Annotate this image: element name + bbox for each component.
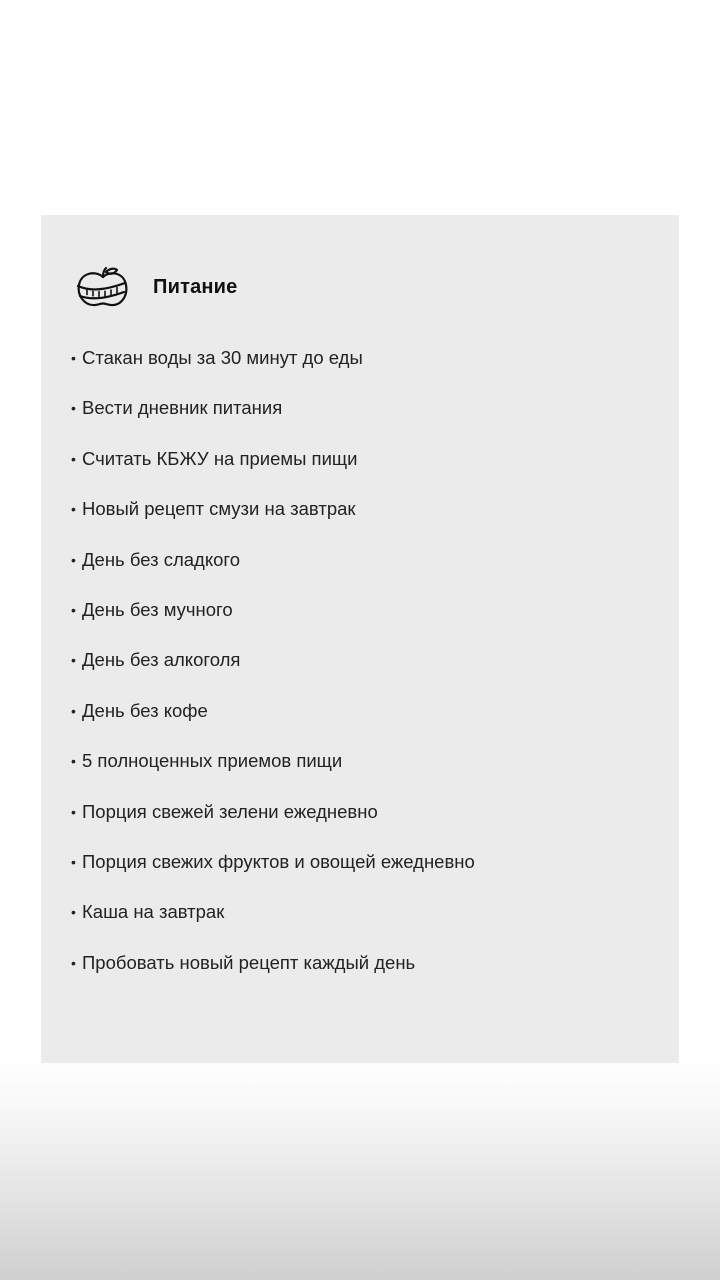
list-item xyxy=(71,443,475,493)
list-item-text: Порция свежих фруктов и овощей ежедневно xyxy=(82,850,475,872)
list-item xyxy=(71,695,475,745)
list-item-text: Считать КБЖУ на приемы пищи xyxy=(82,447,358,469)
bullet: • xyxy=(71,853,76,870)
list-item xyxy=(71,544,475,594)
list-item-text: Пробовать новый рецепт каждый день xyxy=(82,951,416,973)
nutrition-card xyxy=(41,215,679,1063)
list-item xyxy=(71,846,475,896)
list-item xyxy=(71,947,475,997)
list-item xyxy=(71,493,475,543)
list-item-text: 5 полноценных приемов пищи xyxy=(82,750,343,772)
bullet: • xyxy=(71,753,76,770)
bullet: • xyxy=(71,601,76,618)
bullet: • xyxy=(71,803,76,820)
nutrition-list xyxy=(71,342,475,997)
list-item xyxy=(71,594,475,644)
card-title: Питание xyxy=(153,275,238,298)
list-item-text: День без кофе xyxy=(82,699,208,721)
list-item-text: Порция свежей зелени ежедневно xyxy=(82,800,378,822)
apple-measuring-tape-icon xyxy=(73,265,131,309)
list-item-text: Каша на завтрак xyxy=(82,901,225,923)
bullet: • xyxy=(71,450,76,467)
list-item-text: Вести дневник питания xyxy=(82,397,283,419)
list-item xyxy=(71,342,475,392)
bullet: • xyxy=(71,652,76,669)
bullet: • xyxy=(71,350,76,366)
list-item-text: День без сладкого xyxy=(82,548,241,570)
list-item xyxy=(71,796,475,846)
bullet: • xyxy=(71,702,76,719)
list-item-text: День без мучного xyxy=(82,598,233,620)
bullet: • xyxy=(71,400,76,417)
bullet: • xyxy=(71,551,76,568)
list-item-text: Новый рецепт смузи на завтрак xyxy=(82,498,356,520)
card-header xyxy=(73,265,238,309)
list-item xyxy=(71,896,475,946)
list-item xyxy=(71,392,475,442)
bullet: • xyxy=(71,501,76,518)
list-item xyxy=(71,745,475,795)
list-item-text: Стакан воды за 30 минут до еды xyxy=(82,347,363,368)
bullet: • xyxy=(71,904,76,921)
list-item-text: День без алкоголя xyxy=(82,649,241,671)
list-item xyxy=(71,644,475,694)
bullet: • xyxy=(71,954,76,971)
